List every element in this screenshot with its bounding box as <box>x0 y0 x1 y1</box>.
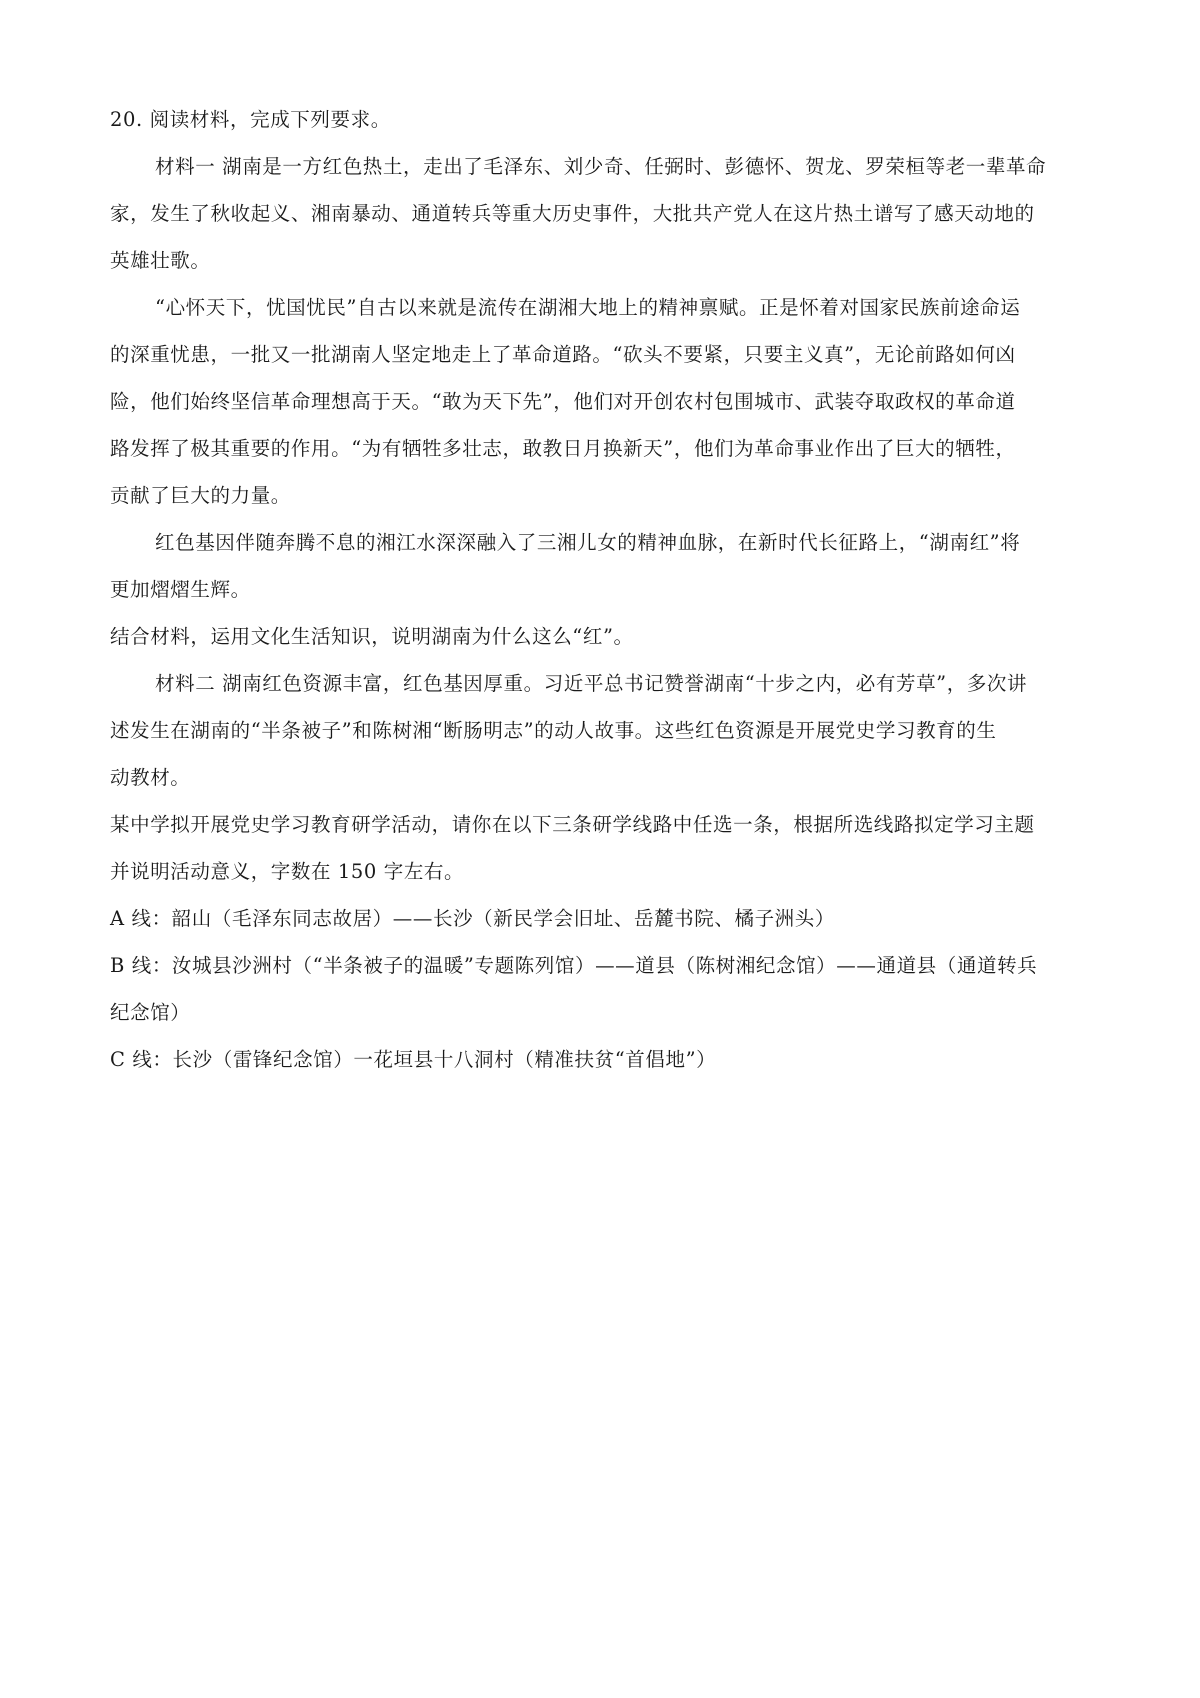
material-one-line: 红色基因伴随奔腾不息的湘江水深深融入了三湘儿女的精神血脉，在新时代长征路上，“湖南红”将 <box>155 531 1021 554</box>
route-c: C 线：长沙（雷锋纪念馆）一花垣县十八洞村（精准扶贫“首倡地”） <box>110 1048 717 1071</box>
material-one-line: 险，他们始终坚信革命理想高于天。“敢为天下先”，他们对开创农村包围城市、武装夺取政权的革命道 <box>110 390 1016 413</box>
material-one-line: 贡献了巨大的力量。 <box>110 484 291 507</box>
route-b: B 线：汝城县沙洲村（“半条被子的温暖”专题陈列馆）——道县（陈树湘纪念馆）——通道县（通道转兵 <box>110 954 1038 977</box>
question-20 <box>110 96 1100 1083</box>
route-b-continued: 纪念馆） <box>110 1001 191 1024</box>
material-one-line: 的深重忧患，一批又一批湖南人坚定地走上了革命道路。“砍头不要紧，只要主义真”，无论前路如何凶 <box>110 343 1016 366</box>
material-two-line: 材料二 湖南红色资源丰富，红色基因厚重。习近平总书记赞誉湖南“十步之内，必有芳草”，多次讲 <box>155 672 1028 695</box>
material-two-line: 述发生在湖南的“半条被子”和陈树湘“断肠明志”的动人故事。这些红色资源是开展党史学习教育的生 <box>110 719 997 742</box>
material-one-line: 路发挥了极其重要的作用。“为有牺牲多壮志，敢教日月换新天”，他们为革命事业作出了巨大的牺牲， <box>110 437 1016 460</box>
route-list <box>110 895 1100 1083</box>
task-two-line: 并说明活动意义，字数在 150 字左右。 <box>110 860 465 883</box>
question-header: 20. 阅读材料，完成下列要求。 <box>110 108 391 131</box>
task-one: 结合材料，运用文化生活知识，说明湖南为什么这么“红”。 <box>110 625 634 648</box>
material-one-line: 英雄壮歌。 <box>110 249 211 272</box>
material-one-line: 材料一 湖南是一方红色热土，走出了毛泽东、刘少奇、任弼时、彭德怀、贺龙、罗荣桓等老一辈革命 <box>155 155 1047 178</box>
task-two <box>110 801 1100 895</box>
material-one-line: 家，发生了秋收起义、湘南暴动、通道转兵等重大历史事件，大批共产党人在这片热土谱写了感天动地的 <box>110 202 1035 225</box>
material-two-line: 动教材。 <box>110 766 191 789</box>
material-one-line: 更加熠熠生辉。 <box>110 578 251 601</box>
material-one-line: “心怀天下，忧国忧民”自古以来就是流传在湖湘大地上的精神禀赋。正是怀着对国家民族前途命运 <box>155 296 1021 319</box>
task-two-line: 某中学拟开展党史学习教育研学活动，请你在以下三条研学线路中任选一条，根据所选线路拟定学习主题 <box>110 813 1035 836</box>
material-one <box>110 143 1100 613</box>
material-two <box>110 660 1100 801</box>
route-a: A 线：韶山（毛泽东同志故居）——长沙（新民学会旧址、岳麓书院、橘子洲头） <box>110 907 835 930</box>
